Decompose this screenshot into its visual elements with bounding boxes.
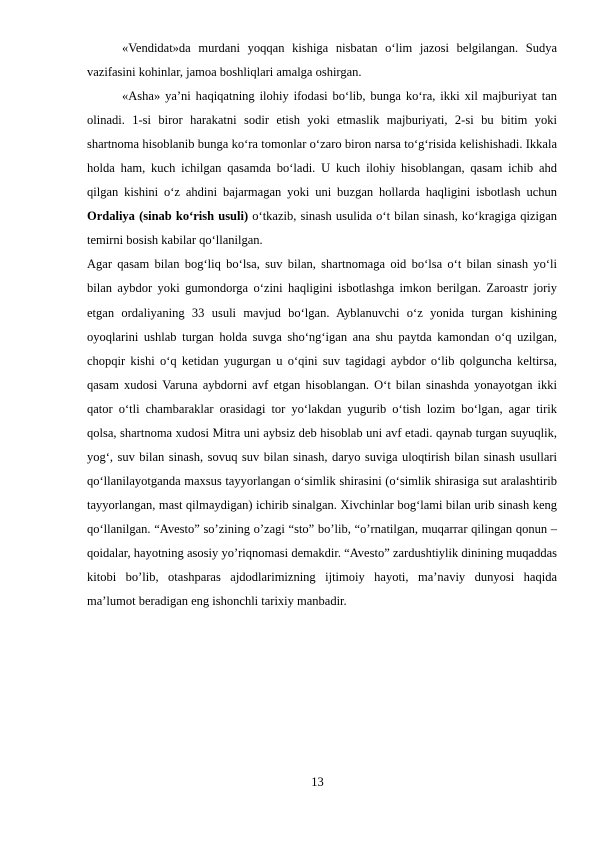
paragraph-ordaliya-methods: Agar qasam bilan bog‘liq bo‘lsa, suv bilan, shartnomaga oid bo‘lsa o‘t bilan sinash yo‘li bilan aybdor yoki gumondorga o‘zini haqligini isbotlashga imkon berilgan. Zaroastr joriy etgan ordaliyaning 33 usuli mavjud bo‘lgan. Ayblanuvchi o‘z yonida turgan kishining oyoqlarini ushlab turgan holda suvga sho‘ng‘igan ana shu paytda kamondan o‘q uzilgan, chopqir kishi o‘q ketidan yugurgan u o‘qini suv tagidagi aybdor o‘lib qolguncha keltirsa, qasam xudosi Varuna aybdorni avf etgan hisoblangan. O‘t bilan sinashda yonayotgan ikki qator o‘tli chambaraklar orasidagi tor yo‘lakdan yugurib o‘tish lozim bo‘lgan, agar tirik qolsa, shartnoma xudosi Mitra uni aybsiz deb hisoblab uni avf etadi. qaynab turgan suyuqlik, yog‘, suv bilan sinash, sovuq suv bilan sinash, daryo suviga uloqtirish bilan sinash usullari qo‘llanilayotganda maxsus tayyorlangan o‘simlik shirasini (o‘simlik shirasiga sut aralashtirib tayyorlangan, mast qilmaydigan) ichirib sinalgan. Xivchinlar bog‘lami bilan urib sinash keng qo‘llanilgan. “Avesto” so’zining o’zagi “sto” bo’lib, “o’rnatilgan, muqarrar qilingan qonun – qoidalar, hayotning asosiy yo’riqnomasi demakdir. “Avesto” zardushtiylik dinining muqaddas kitobi bo’lib, otashparas ajdodlarimizning ijtimoiy hayoti, ma’naviy dunyosi haqida ma’lumot beradigan eng ishonchli tarixiy manbadir. [87, 257, 557, 609]
paragraph-vendidat: «Vendidat»da murdani yoqqan kishiga nisbatan o‘lim jazosi belgilangan. Sudya vazifasini kohinlar, jamoa boshliqlari amalga oshirgan. [87, 41, 557, 80]
ordaliya-term-bold: Ordaliya (sinab ko‘rish usuli) [87, 209, 249, 224]
paragraph-asha-text-start: «Asha» ya’ni haqiqatning ilohiy ifodasi bo‘lib, bunga ko‘ra, ikki xil majburiyat tan olinadi. 1-si biror harakatni sodir etish yoki etmaslik majburiyati, 2-si bu bitim yoki shartnoma hisoblanib bunga ko‘ra tomonlar o‘zaro biron narsa to‘g‘risida kelishishadi. Ikkala holda ham, kuch ichilgan qasamda bo‘ladi. U kuch ilohiy hisoblangan, qasam ichib ahd qilgan kishini o‘z ahdini bajarmagan yoki uni buzgan hollarda haqligini isbotlash uchun [87, 89, 557, 200]
paragraph-asha [87, 84, 557, 252]
paragraph-asha-text-end: o‘tkazib, sinash usulida o‘t bilan sinash, ko‘kragiga qizigan temirni bosish kabilar qo‘llanilgan. [87, 209, 557, 248]
page-number: 13 [311, 775, 324, 789]
document-body [87, 36, 557, 613]
